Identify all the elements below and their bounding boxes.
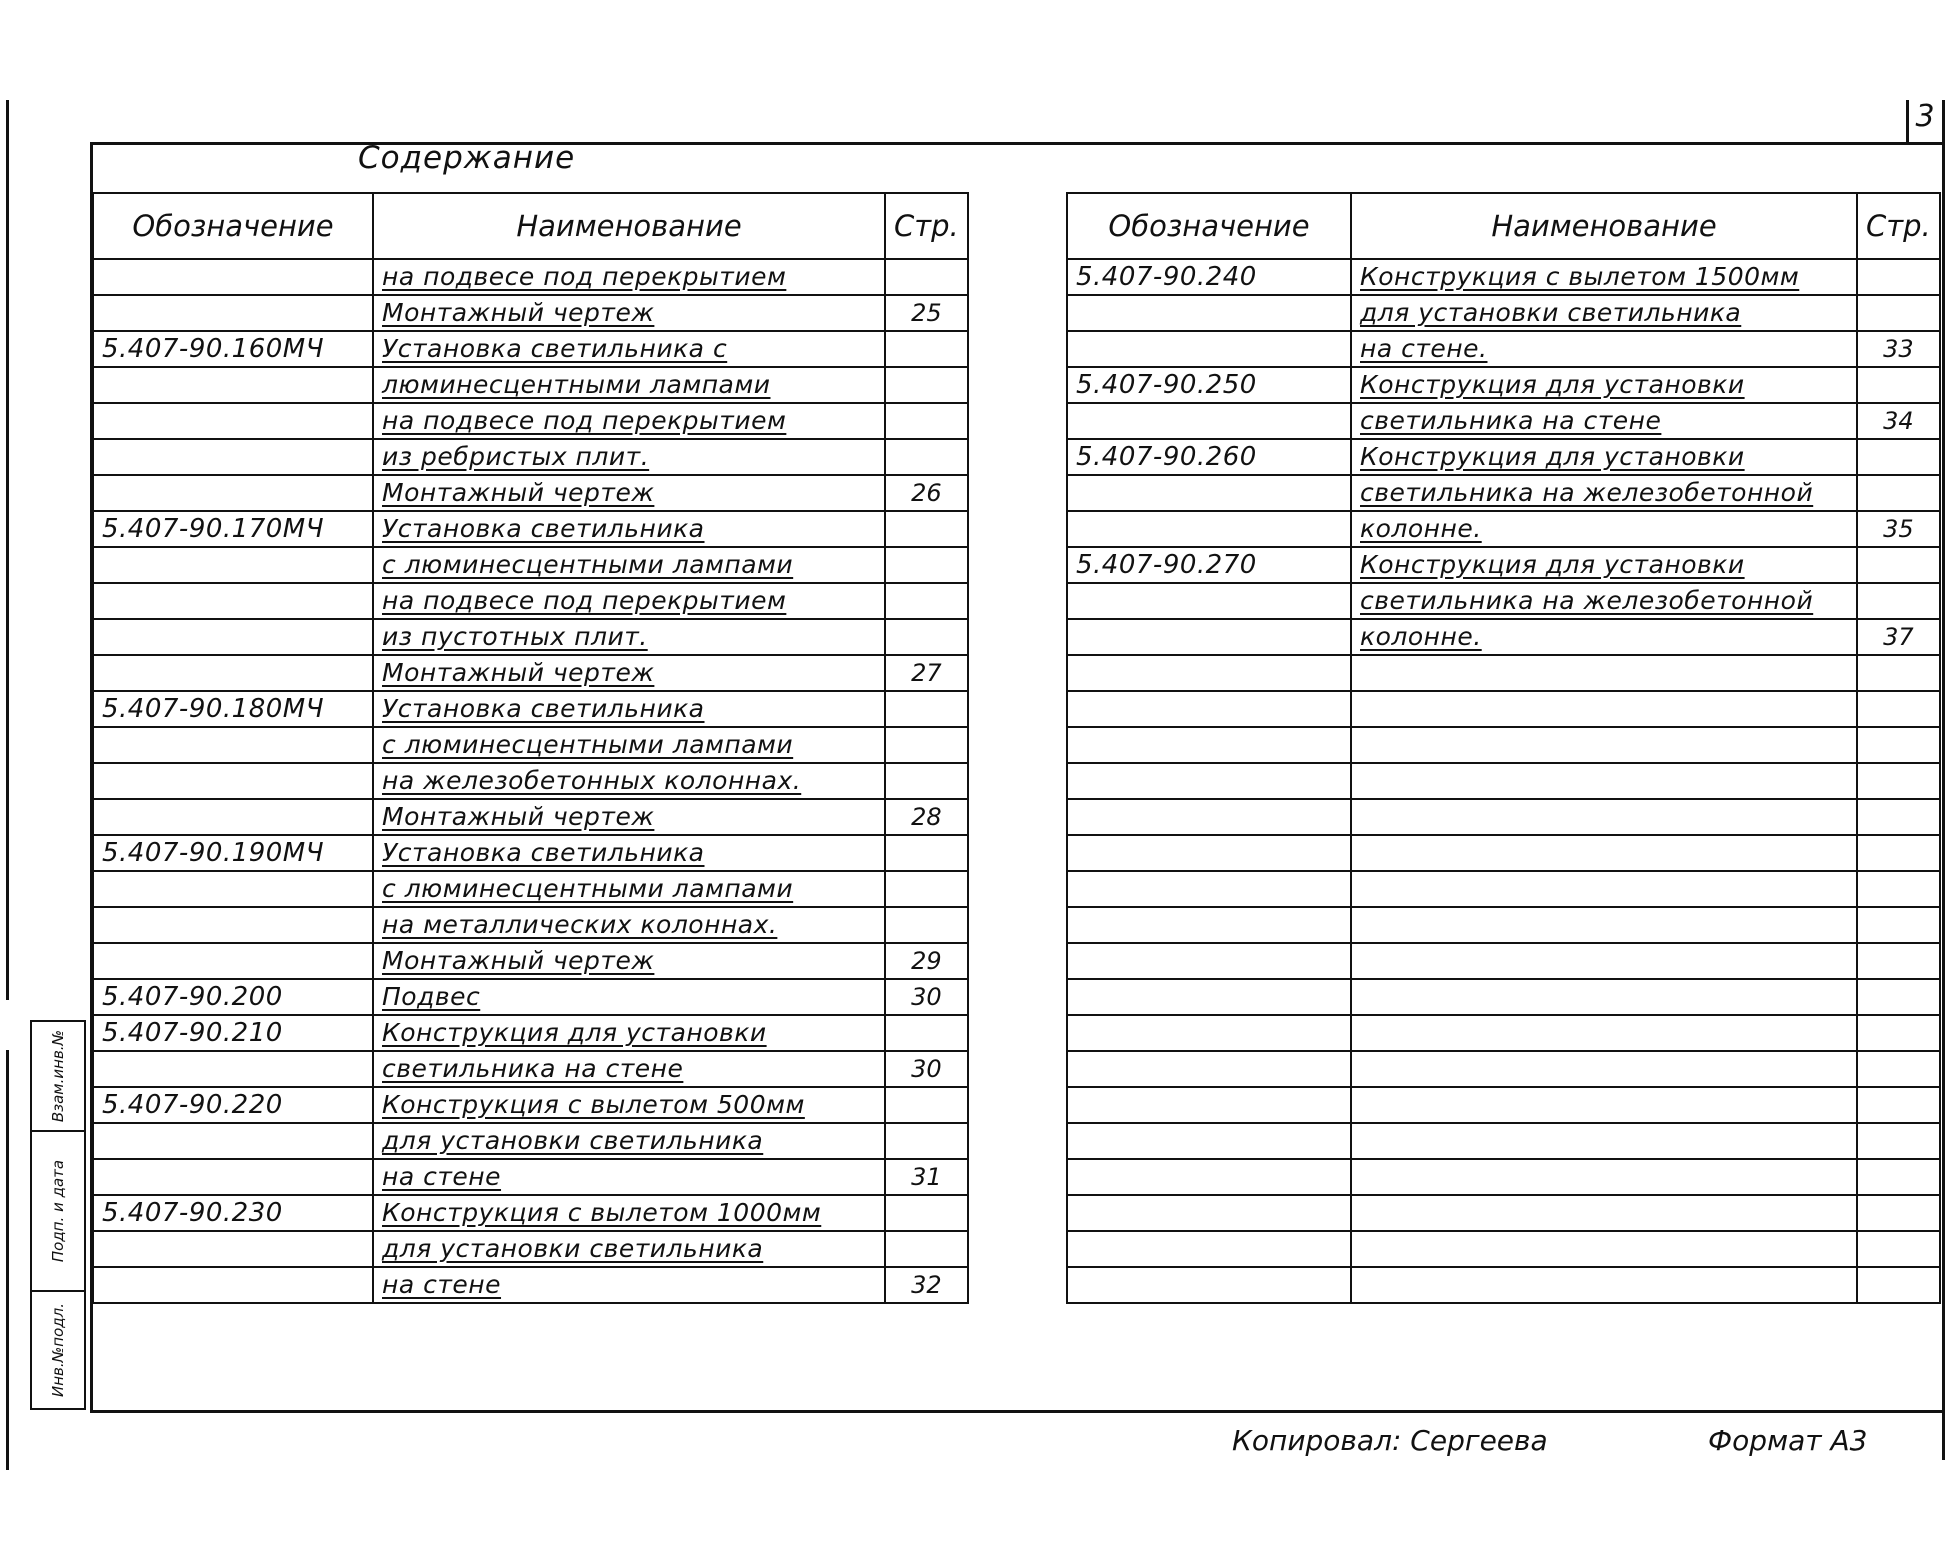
row-name (1351, 799, 1857, 835)
table-row (93, 871, 968, 907)
table-row (93, 475, 968, 511)
row-page: 27 (885, 655, 968, 691)
row-page (885, 259, 968, 295)
row-name (1351, 907, 1857, 943)
row-designation (1067, 691, 1351, 727)
row-page (885, 835, 968, 871)
row-page (1857, 1051, 1940, 1087)
side-stamp (30, 1020, 88, 1410)
row-name: Конструкция для установки (1351, 367, 1857, 403)
stamp-label-signature-date: Подп. и дата (49, 1159, 67, 1263)
table-row (1067, 367, 1940, 403)
row-page (1857, 979, 1940, 1015)
table-row (93, 799, 968, 835)
row-designation: 5.407-90.240 (1067, 259, 1351, 295)
row-page (1857, 763, 1940, 799)
row-designation (93, 475, 373, 511)
row-name: Монтажный чертеж (373, 799, 885, 835)
row-page: 32 (885, 1267, 968, 1303)
row-designation: 5.407-90.190МЧ (93, 835, 373, 871)
row-page (1857, 655, 1940, 691)
row-designation (93, 1231, 373, 1267)
row-designation: 5.407-90.270 (1067, 547, 1351, 583)
row-name (1351, 727, 1857, 763)
row-name: для установки светильника (373, 1231, 885, 1267)
row-page (1857, 547, 1940, 583)
row-designation (1067, 1123, 1351, 1159)
table-row (93, 619, 968, 655)
table-row (1067, 763, 1940, 799)
table-row (1067, 1051, 1940, 1087)
outer-frame-left (6, 100, 9, 1000)
row-name: на металлических колоннах. (373, 907, 885, 943)
row-designation: 5.407-90.220 (93, 1087, 373, 1123)
row-name: светильника на железобетонной (1351, 583, 1857, 619)
row-page: 30 (885, 979, 968, 1015)
table-row (1067, 1267, 1940, 1303)
table-row (93, 835, 968, 871)
table-row (93, 331, 968, 367)
table-row (93, 547, 968, 583)
table-row (1067, 403, 1940, 439)
row-designation (93, 547, 373, 583)
row-name (1351, 655, 1857, 691)
table-row (1067, 871, 1940, 907)
row-name (1351, 871, 1857, 907)
row-page (885, 331, 968, 367)
table-row (1067, 547, 1940, 583)
row-page (1857, 367, 1940, 403)
outer-frame-left-lower (6, 1050, 9, 1470)
contents-body-right (1067, 259, 1940, 1303)
table-row (1067, 799, 1940, 835)
table-row (93, 1051, 968, 1087)
header-page: Стр. (1857, 193, 1940, 259)
row-designation (93, 943, 373, 979)
row-name: Конструкция для установки (1351, 439, 1857, 475)
row-name: светильника на стене (373, 1051, 885, 1087)
stamp-cell-signature-date (30, 1130, 86, 1292)
table-row (1067, 295, 1940, 331)
row-designation (1067, 331, 1351, 367)
row-designation (1067, 403, 1351, 439)
row-designation (1067, 475, 1351, 511)
row-name (1351, 1123, 1857, 1159)
table-row (93, 1087, 968, 1123)
table-row (93, 1123, 968, 1159)
table-row (1067, 979, 1940, 1015)
row-designation (1067, 295, 1351, 331)
table-row (93, 1231, 968, 1267)
row-name (1351, 1231, 1857, 1267)
row-designation (93, 403, 373, 439)
row-name: Конструкция с вылетом 500мм (373, 1087, 885, 1123)
row-page: 31 (885, 1159, 968, 1195)
row-name: на стене. (1351, 331, 1857, 367)
row-designation (1067, 1087, 1351, 1123)
row-page (885, 1231, 968, 1267)
row-designation (1067, 979, 1351, 1015)
row-page (885, 871, 968, 907)
row-name: из ребристых плит. (373, 439, 885, 475)
row-name (1351, 691, 1857, 727)
row-designation (93, 1123, 373, 1159)
row-page (1857, 799, 1940, 835)
row-name: из пустотных плит. (373, 619, 885, 655)
row-page: 28 (885, 799, 968, 835)
row-page: 26 (885, 475, 968, 511)
row-name (1351, 1015, 1857, 1051)
header-name: Наименование (1351, 193, 1857, 259)
row-page (885, 727, 968, 763)
row-name: на стене (373, 1267, 885, 1303)
row-name: Установка светильника (373, 511, 885, 547)
row-page (885, 1195, 968, 1231)
row-designation: 5.407-90.200 (93, 979, 373, 1015)
row-designation (1067, 583, 1351, 619)
row-name: на подвесе под перекрытием (373, 583, 885, 619)
header-row (1067, 193, 1940, 259)
row-name: Подвес (373, 979, 885, 1015)
row-name: на подвесе под перекрытием (373, 403, 885, 439)
row-designation (93, 583, 373, 619)
table-row (1067, 835, 1940, 871)
row-name (1351, 1087, 1857, 1123)
row-page (885, 619, 968, 655)
table-row (93, 583, 968, 619)
row-name: с люминесцентными лампами (373, 727, 885, 763)
row-page (885, 439, 968, 475)
row-designation (93, 655, 373, 691)
stamp-cell-replacement-inv (30, 1020, 86, 1132)
table-row (1067, 727, 1940, 763)
table-row (93, 1015, 968, 1051)
row-designation (1067, 727, 1351, 763)
row-designation (93, 295, 373, 331)
contents-body-left (93, 259, 968, 1303)
stamp-cell-original-inv (30, 1290, 86, 1410)
row-page (1857, 1015, 1940, 1051)
row-page: 37 (1857, 619, 1940, 655)
table-row (1067, 331, 1940, 367)
row-page (1857, 943, 1940, 979)
table-row (1067, 1159, 1940, 1195)
row-page (1857, 871, 1940, 907)
contents-table-left (92, 192, 969, 1304)
contents-table-right (1066, 192, 1941, 1304)
stamp-label-replacement-inv: Взам.инв.№ (49, 1029, 67, 1123)
row-page (1857, 1123, 1940, 1159)
row-page (885, 1087, 968, 1123)
row-designation (93, 763, 373, 799)
row-page (1857, 835, 1940, 871)
row-name: Установка светильника (373, 835, 885, 871)
row-name (1351, 979, 1857, 1015)
row-designation (93, 259, 373, 295)
table-row (93, 979, 968, 1015)
row-page (1857, 907, 1940, 943)
row-designation (1067, 1051, 1351, 1087)
table-row (93, 259, 968, 295)
row-page (1857, 1195, 1940, 1231)
sheet-format: Формат А3 (1708, 1424, 1868, 1457)
row-page (1857, 1159, 1940, 1195)
row-designation: 5.407-90.160МЧ (93, 331, 373, 367)
row-designation (1067, 1159, 1351, 1195)
row-page (885, 691, 968, 727)
row-page: 25 (885, 295, 968, 331)
table-row (1067, 1087, 1940, 1123)
row-designation (93, 367, 373, 403)
row-designation (93, 1051, 373, 1087)
row-name: с люминесцентными лампами (373, 871, 885, 907)
row-page (1857, 295, 1940, 331)
frame-bottom (90, 1410, 1944, 1413)
row-name: Конструкция с вылетом 1000мм (373, 1195, 885, 1231)
row-name: Конструкция с вылетом 1500мм (1351, 259, 1857, 295)
row-name (1351, 763, 1857, 799)
row-designation (1067, 655, 1351, 691)
row-name: Конструкция для установки (1351, 547, 1857, 583)
table-row (1067, 943, 1940, 979)
row-name: колонне. (1351, 511, 1857, 547)
row-name: Конструкция для установки (373, 1015, 885, 1051)
table-row (93, 439, 968, 475)
row-designation: 5.407-90.210 (93, 1015, 373, 1051)
row-designation (1067, 1015, 1351, 1051)
row-page (885, 763, 968, 799)
row-name (1351, 1267, 1857, 1303)
row-page (1857, 259, 1940, 295)
row-page (885, 511, 968, 547)
row-name: Монтажный чертеж (373, 655, 885, 691)
table-row (1067, 1231, 1940, 1267)
table-row (93, 691, 968, 727)
row-name: на стене (373, 1159, 885, 1195)
table-row (93, 403, 968, 439)
table-row (1067, 1015, 1940, 1051)
sheet-number: 3 (1915, 99, 1935, 134)
row-name (1351, 943, 1857, 979)
header-row (93, 193, 968, 259)
row-designation: 5.407-90.170МЧ (93, 511, 373, 547)
row-name: светильника на стене (1351, 403, 1857, 439)
row-designation (1067, 799, 1351, 835)
row-designation (1067, 763, 1351, 799)
table-row (93, 1195, 968, 1231)
table-row (93, 1159, 968, 1195)
table-row (1067, 907, 1940, 943)
row-name: светильника на железобетонной (1351, 475, 1857, 511)
row-designation (93, 1159, 373, 1195)
row-name: Монтажный чертеж (373, 295, 885, 331)
row-name: люминесцентными лампами (373, 367, 885, 403)
row-designation: 5.407-90.230 (93, 1195, 373, 1231)
stamp-label-original-inv: Инв.№подл. (49, 1303, 67, 1397)
row-name (1351, 835, 1857, 871)
row-name: колонне. (1351, 619, 1857, 655)
row-page: 30 (885, 1051, 968, 1087)
row-designation (93, 871, 373, 907)
row-page (1857, 691, 1940, 727)
row-page: 29 (885, 943, 968, 979)
row-name (1351, 1051, 1857, 1087)
table-row (1067, 475, 1940, 511)
row-designation (1067, 835, 1351, 871)
row-name (1351, 1159, 1857, 1195)
row-page: 34 (1857, 403, 1940, 439)
table-row (1067, 439, 1940, 475)
row-designation: 5.407-90.260 (1067, 439, 1351, 475)
row-name: Установка светильника с (373, 331, 885, 367)
row-name: для установки светильника (1351, 295, 1857, 331)
row-page (885, 907, 968, 943)
row-name: на железобетонных колоннах. (373, 763, 885, 799)
row-page (885, 367, 968, 403)
row-designation (1067, 1267, 1351, 1303)
table-row (1067, 511, 1940, 547)
table-row (1067, 1123, 1940, 1159)
row-designation (93, 907, 373, 943)
table-row (1067, 1195, 1940, 1231)
row-designation (93, 727, 373, 763)
row-designation (1067, 871, 1351, 907)
row-page: 35 (1857, 511, 1940, 547)
table-row (93, 1267, 968, 1303)
row-page (885, 403, 968, 439)
row-designation (93, 619, 373, 655)
row-designation (93, 1267, 373, 1303)
row-page (1857, 1087, 1940, 1123)
row-name: на подвесе под перекрытием (373, 259, 885, 295)
table-row (93, 367, 968, 403)
row-page (885, 583, 968, 619)
row-name: Установка светильника (373, 691, 885, 727)
table-row (1067, 583, 1940, 619)
row-designation (1067, 1231, 1351, 1267)
row-page (885, 547, 968, 583)
row-name: с люминесцентными лампами (373, 547, 885, 583)
row-designation: 5.407-90.250 (1067, 367, 1351, 403)
row-page (1857, 1267, 1940, 1303)
row-page (1857, 583, 1940, 619)
outer-frame-right (1942, 100, 1945, 1460)
header-name: Наименование (373, 193, 885, 259)
row-designation (1067, 619, 1351, 655)
row-name: Монтажный чертеж (373, 943, 885, 979)
row-designation (1067, 1195, 1351, 1231)
row-page: 33 (1857, 331, 1940, 367)
row-page (1857, 475, 1940, 511)
table-row (93, 943, 968, 979)
table-row (93, 655, 968, 691)
copied-by: Копировал: Сергеева (1232, 1424, 1548, 1457)
table-row (1067, 691, 1940, 727)
row-designation (93, 799, 373, 835)
row-page (1857, 727, 1940, 763)
row-designation (1067, 511, 1351, 547)
row-name (1351, 1195, 1857, 1231)
header-designation: Обозначение (93, 193, 373, 259)
header-designation: Обозначение (1067, 193, 1351, 259)
row-designation (1067, 907, 1351, 943)
table-row (1067, 619, 1940, 655)
row-designation (1067, 943, 1351, 979)
table-row (93, 727, 968, 763)
row-page (885, 1123, 968, 1159)
row-name: для установки светильника (373, 1123, 885, 1159)
table-row (93, 907, 968, 943)
table-row (1067, 259, 1940, 295)
table-row (93, 511, 968, 547)
table-row (1067, 655, 1940, 691)
row-designation: 5.407-90.180МЧ (93, 691, 373, 727)
header-page: Стр. (885, 193, 968, 259)
row-page (1857, 439, 1940, 475)
row-page (1857, 1231, 1940, 1267)
row-designation (93, 439, 373, 475)
table-row (93, 763, 968, 799)
row-name: Монтажный чертеж (373, 475, 885, 511)
row-page (885, 1015, 968, 1051)
page-title: Содержание (358, 140, 576, 176)
table-row (93, 295, 968, 331)
